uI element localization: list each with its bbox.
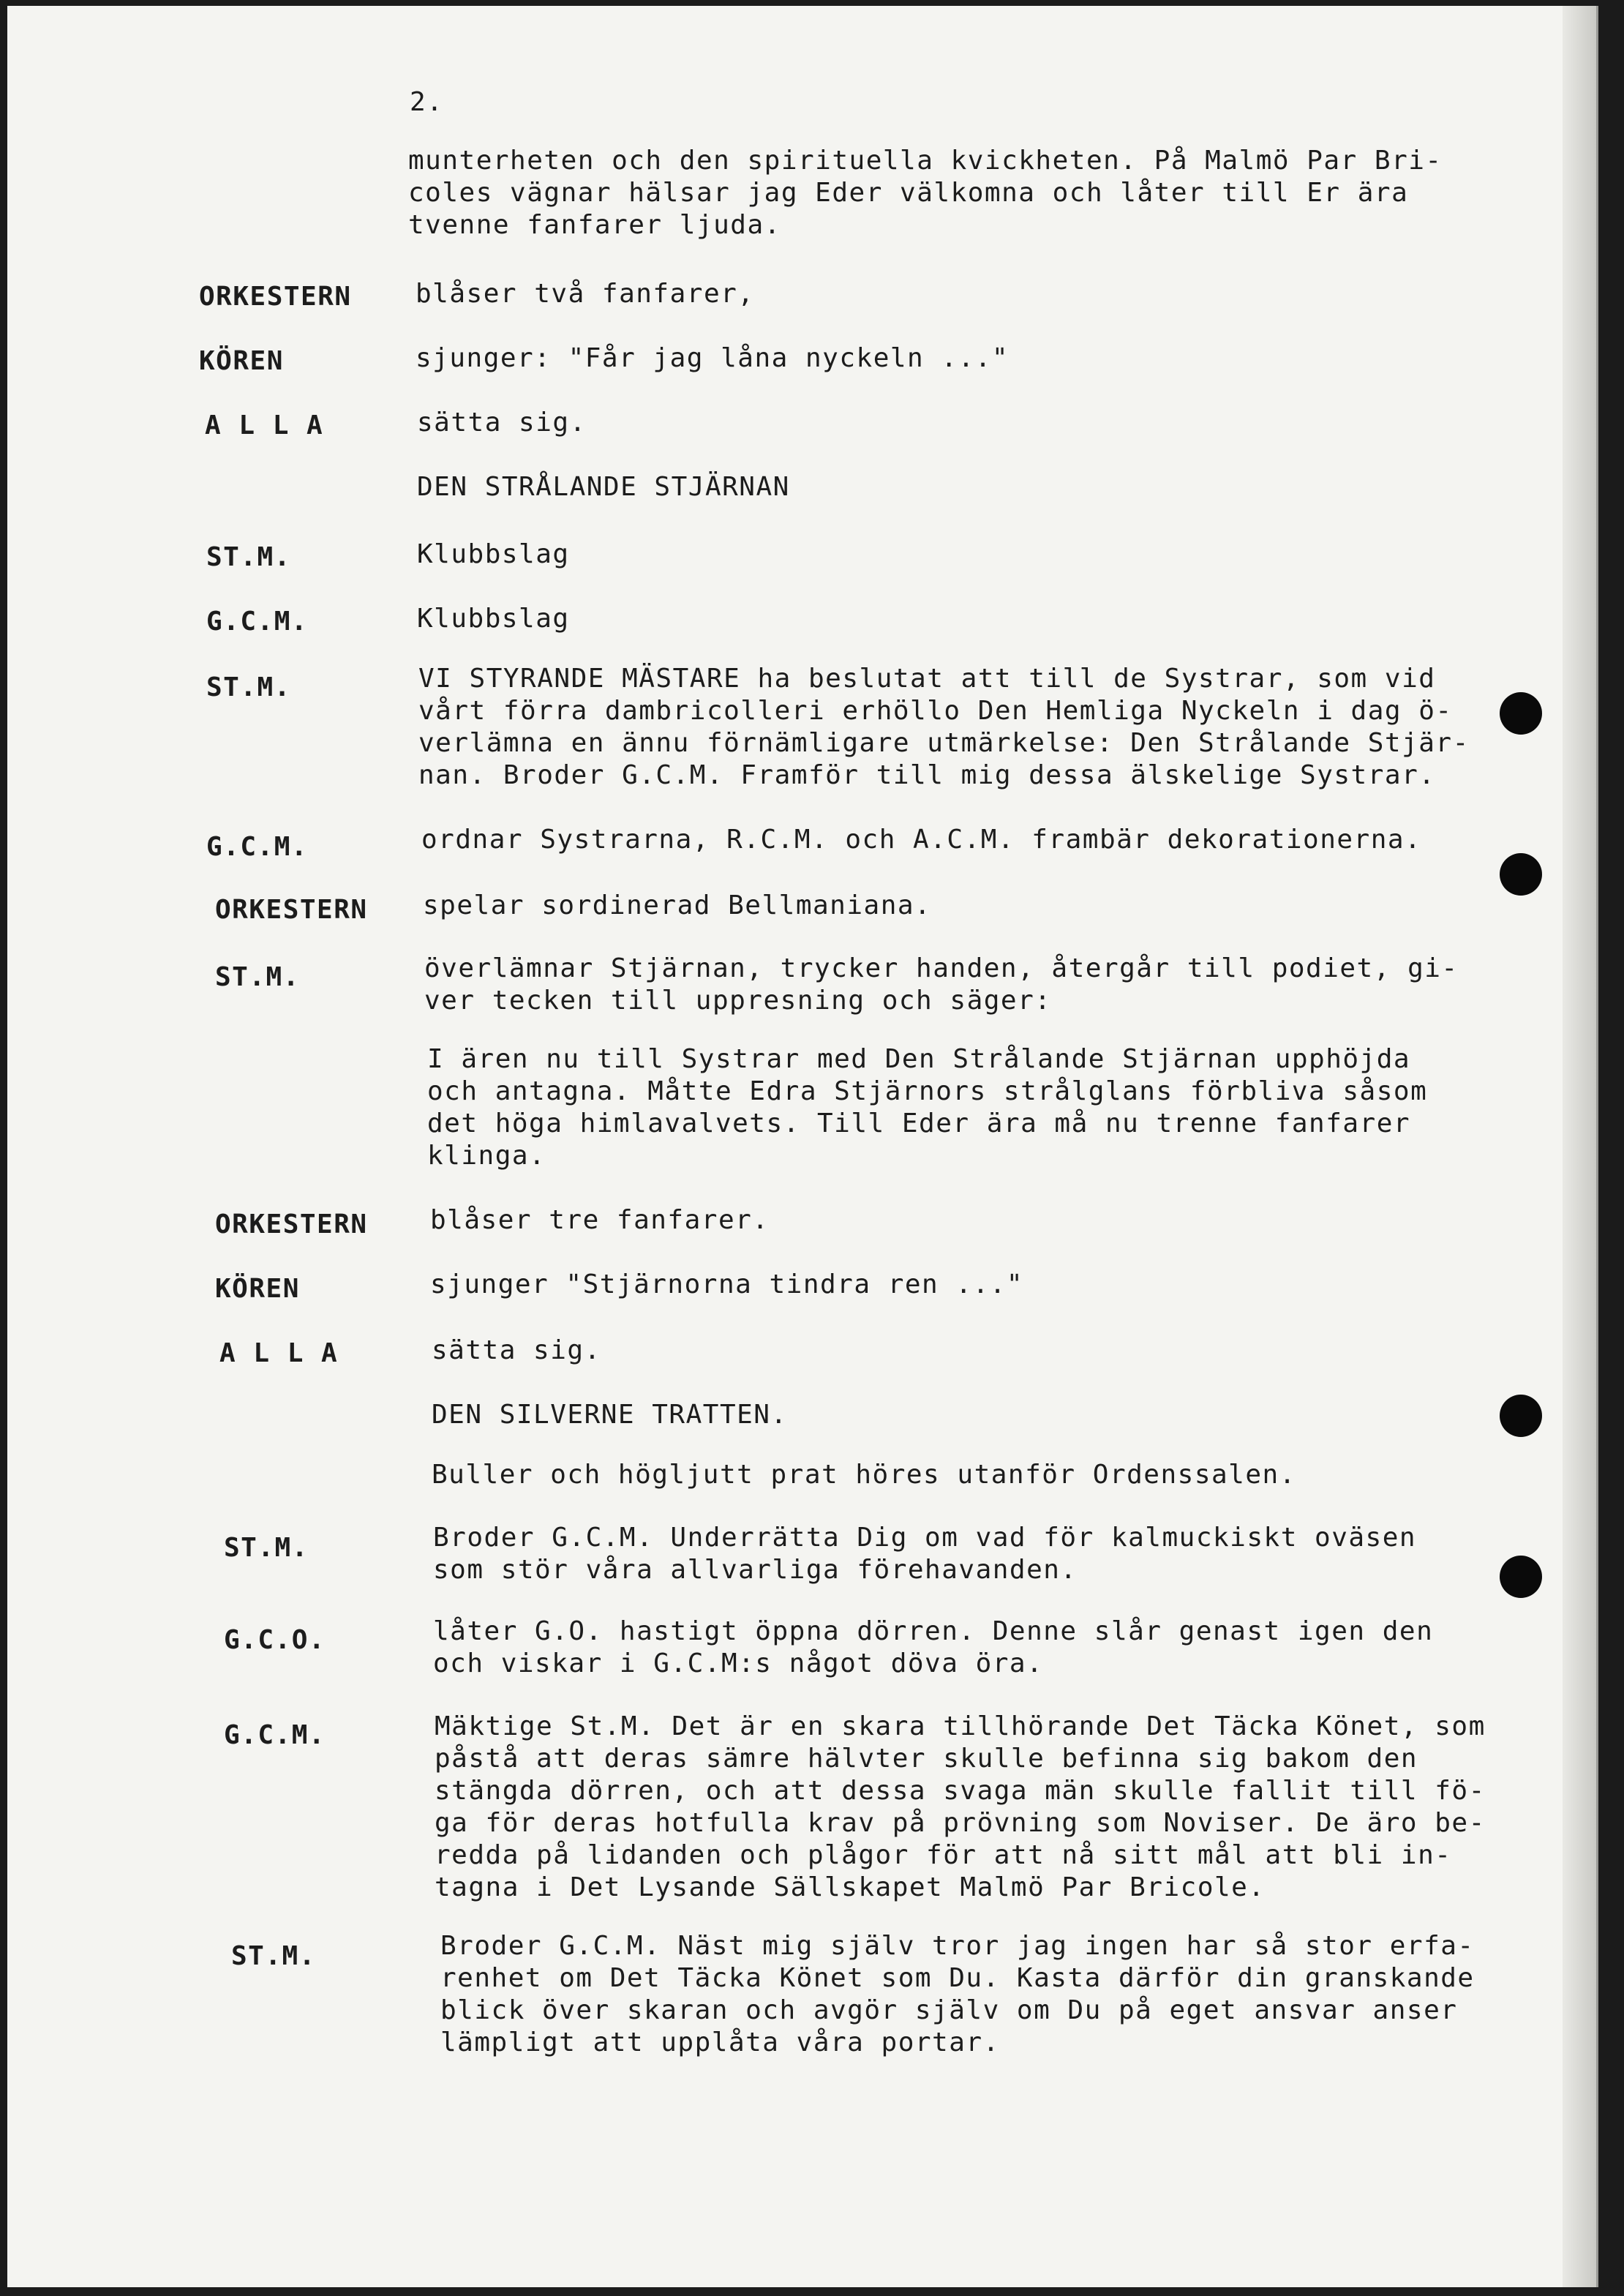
entry-line: VI STYRANDE MÄSTARE ha beslutat att till de Systrar, som vid (418, 664, 1436, 694)
page-number: 2. (410, 87, 444, 117)
speaker-label: ORKESTERN (215, 1209, 368, 1239)
entry-line: och antagna. Måtte Edra Stjärnors strålglans förbliva såsom (427, 1076, 1428, 1106)
entry-line: stängda dörren, och att dessa svaga män skulle fallit till fö- (435, 1776, 1486, 1806)
punch-hole (1500, 1395, 1542, 1437)
entry-line: Broder G.C.M. Underrätta Dig om vad för kalmuckiskt oväsen (433, 1523, 1417, 1553)
entry-line: ver tecken till uppresning och säger: (424, 986, 1052, 1016)
entry-line: blåser två fanfarer, (416, 279, 755, 309)
speaker-label: G.C.M. (206, 832, 309, 862)
stage-direction: Buller och högljutt prat höres utanför Ordenssalen. (432, 1460, 1296, 1490)
speaker-label: KÖREN (215, 1274, 300, 1304)
entry-line: påstå att deras sämre hälvter skulle befinna sig bakom den (435, 1744, 1418, 1774)
speaker-label: G.C.O. (224, 1625, 326, 1655)
speaker-label: KÖREN (199, 346, 284, 376)
page-edge-shadow (1563, 6, 1596, 2287)
entry-line: ga för deras hotfulla krav på prövning som Noviser. De äro be- (435, 1808, 1486, 1838)
speaker-label: A L L A (205, 410, 324, 440)
entry-line: vårt förra dambricolleri erhöllo Den Hemliga Nyckeln i dag ö- (418, 696, 1453, 726)
intro-line: coles vägnar hälsar jag Eder välkomna och låter till Er ära (408, 178, 1409, 208)
entry-line: sjunger: "Får jag låna nyckeln ..." (416, 343, 1010, 373)
entry-line: nan. Broder G.C.M. Framför till mig dessa älskelige Systrar. (418, 760, 1436, 790)
entry-line: det höga himlavalvets. Till Eder ära må nu trenne fanfarer (427, 1108, 1411, 1138)
entry-line: Mäktige St.M. Det är en skara tillhörande Det Täcka Könet, som (435, 1711, 1486, 1741)
section-heading: DEN SILVERNE TRATTEN. (432, 1400, 788, 1430)
entry-line: överlämnar Stjärnan, trycker handen, återgår till podiet, gi- (424, 953, 1459, 983)
speaker-label: ST.M. (215, 962, 300, 992)
entry-line: som stör våra allvarliga förehavanden. (433, 1555, 1078, 1585)
entry-line: sätta sig. (432, 1335, 601, 1365)
speaker-label: G.C.M. (206, 607, 309, 637)
section-heading: DEN STRÅLANDE STJÄRNAN (417, 472, 790, 502)
speaker-label: A L L A (219, 1338, 339, 1368)
entry-line: spelar sordinerad Bellmaniana. (423, 890, 932, 920)
entry-line: och viskar i G.C.M:s något döva öra. (433, 1648, 1044, 1678)
speaker-label: ST.M. (206, 672, 291, 702)
entry-line: blåser tre fanfarer. (430, 1205, 770, 1235)
speaker-label: ST.M. (224, 1533, 309, 1563)
punch-hole (1500, 853, 1542, 896)
entry-line: Klubbslag (417, 604, 570, 634)
entry-line: sjunger "Stjärnorna tindra ren ..." (430, 1269, 1024, 1299)
speaker-label: ORKESTERN (199, 282, 352, 312)
speaker-label: ORKESTERN (215, 895, 368, 925)
entry-line: låter G.O. hastigt öppna dörren. Denne slår genast igen den (433, 1616, 1434, 1646)
entry-line: tagna i Det Lysande Sällskapet Malmö Par Bricole. (435, 1872, 1266, 1902)
entry-line: redda på lidanden och plågor för att nå sitt mål att bli in- (435, 1840, 1452, 1870)
entry-line: Broder G.C.M. Näst mig själv tror jag ingen har så stor erfa- (440, 1931, 1475, 1961)
entry-line: renhet om Det Täcka Könet som Du. Kasta därför din granskande (440, 1963, 1475, 1993)
entry-line: Klubbslag (417, 539, 570, 569)
entry-line: blick över skaran och avgör själv om Du på eget ansvar anser (440, 1995, 1458, 2025)
intro-line: munterheten och den spirituella kvickheten. På Malmö Par Bri- (408, 146, 1443, 176)
speaker-label: ST.M. (206, 542, 291, 572)
entry-line: klinga. (427, 1141, 546, 1171)
document-page (7, 6, 1598, 2287)
entry-line: sätta sig. (417, 408, 587, 438)
punch-hole (1500, 692, 1542, 735)
entry-line: ordnar Systrarna, R.C.M. och A.C.M. frambär dekorationerna. (421, 825, 1422, 855)
entry-line: verlämna en ännu förnämligare utmärkelse: Den Strålande Stjär- (418, 728, 1470, 758)
intro-line: tvenne fanfarer ljuda. (408, 210, 781, 240)
speaker-label: ST.M. (231, 1941, 316, 1971)
punch-hole (1500, 1556, 1542, 1598)
entry-line: lämpligt att upplåta våra portar. (440, 2027, 1000, 2057)
entry-line: I ären nu till Systrar med Den Strålande Stjärnan upphöjda (427, 1044, 1411, 1074)
speaker-label: G.C.M. (224, 1720, 326, 1750)
